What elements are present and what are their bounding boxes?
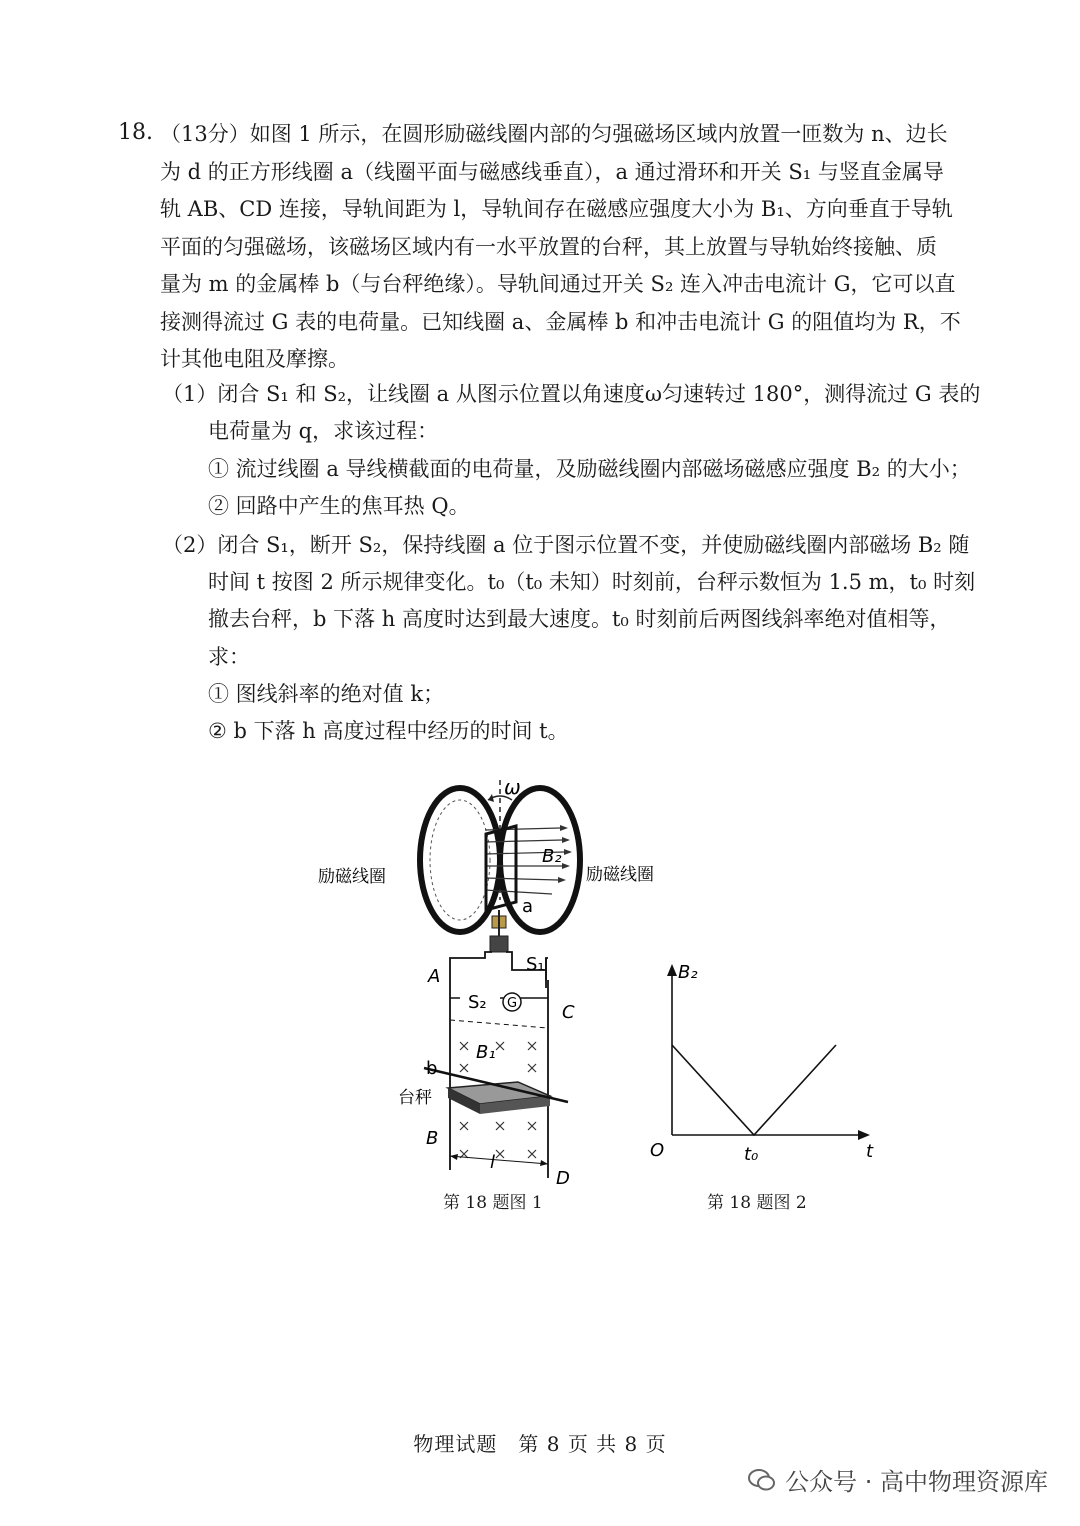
b1-field-label: B₁: [476, 1042, 496, 1063]
rail-a-label: A: [428, 966, 441, 987]
stem-line: 计其他电阻及摩擦。: [160, 347, 349, 371]
omega-label: ω: [504, 775, 521, 799]
spacing-l-label: l: [490, 1152, 496, 1173]
figure2-graph: [640, 950, 890, 1180]
figure1-diagram: [300, 770, 680, 1190]
stem-line: 接测得流过 G 表的电荷量。已知线圈 a、金属棒 b 和冲击电流计 G 的阻值均为 R，不: [160, 309, 961, 334]
stem-line: 平面的匀强磁场，该磁场区域内有一水平放置的台秤，其上放置与导轨始终接触、质: [160, 234, 937, 259]
part1-item: ② 回路中产生的焦耳热 Q。: [208, 494, 470, 518]
watermark-text: 公众号 · 高中物理资源库: [785, 1468, 1048, 1496]
stem-line: （13分）如图 1 所示，在圆形励磁线圈内部的匀强磁场区域内放置一匝数为 n、边长: [160, 122, 948, 146]
part1-line: 电荷量为 q，求该过程：: [208, 419, 439, 443]
s2-label: S₂: [468, 992, 487, 1013]
stem-line: 为 d 的正方形线圈 a（线圈平面与磁感线垂直），a 通过滑环和开关 S₁ 与竖直金属导: [160, 159, 944, 184]
coil-right-label: 励磁线圈: [586, 865, 654, 885]
watermark: [747, 1462, 1048, 1499]
galvanometer-label: G: [506, 996, 518, 1011]
rail-c-label: C: [562, 1002, 575, 1023]
x-axis-arrow: [858, 1130, 870, 1140]
stem-line: 量为 m 的金属棒 b（与台秤绝缘）。导轨间通过开关 S₂ 连入冲击电流计 G，它可以直: [160, 272, 956, 296]
page-footer: 物理试题 第 8 页 共 8 页: [413, 1432, 667, 1456]
part1-item: ① 流过线圈 a 导线横截面的电荷量，及励磁线圈内部磁场磁感应强度 B₂ 的大小；: [208, 457, 971, 481]
coil-left-label: 励磁线圈: [318, 867, 386, 887]
figure2-caption: 第 18 题图 2: [707, 1193, 807, 1213]
question-number: 18.: [118, 120, 153, 145]
part2-item: ① 图线斜率的绝对值 k；: [208, 682, 445, 706]
question-stem: [160, 116, 965, 379]
rail-d-label: D: [556, 1168, 570, 1189]
b2-field-label: B₂: [542, 846, 562, 867]
t0-tick-label: t₀: [744, 1144, 759, 1165]
part2-line: 求：: [208, 645, 250, 669]
figure1-caption: 第 18 题图 1: [443, 1193, 543, 1213]
rod-b-label: b: [426, 1058, 438, 1079]
part2-line: （2）闭合 S₁，断开 S₂，保持线圈 a 位于图示位置不变，并使励磁线圈内部磁场 B₂ 随: [162, 533, 970, 557]
coil-a-label: a: [522, 896, 534, 917]
rail-b-label: B: [426, 1128, 439, 1149]
wechat-icon: [747, 1467, 777, 1499]
part2-line: 时间 t 按图 2 所示规律变化。t₀（t₀ 未知）时刻前，台秤示数恒为 1.5 m，t₀ 时刻: [208, 570, 976, 594]
origin-label: O: [650, 1140, 665, 1161]
y-axis-label: B₂: [678, 962, 698, 983]
part1-line: （1）闭合 S₁ 和 S₂，让线圈 a 从图示位置以角速度ω匀速转过 180°，测得流过 G 表的: [162, 382, 981, 406]
stem-line: 轨 AB、CD 连接，导轨间距为 l，导轨间存在磁感应强度大小为 B₁、方向垂直于导轨: [160, 197, 953, 221]
s1-label: S₁: [526, 954, 545, 975]
scale-label: 台秤: [398, 1088, 432, 1108]
part2-item: ② b 下落 h 高度过程中经历的时间 t。: [208, 719, 569, 743]
x-axis-label: t: [866, 1141, 874, 1162]
part2-line: 撤去台秤，b 下落 h 高度时达到最大速度。t₀ 时刻前后两图线斜率绝对值相等，: [208, 607, 951, 631]
y-axis-arrow: [667, 964, 677, 976]
b2-time-line: [672, 1045, 836, 1135]
